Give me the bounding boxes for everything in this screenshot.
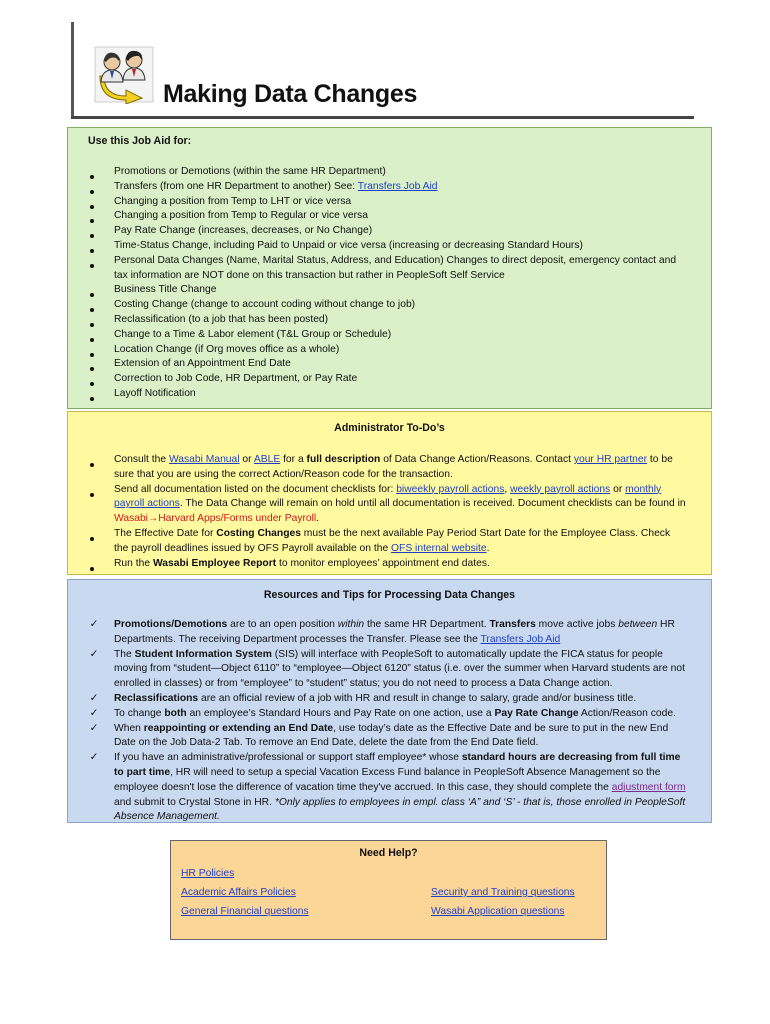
list-item: Run the Wasabi Employee Report to monitor employees’ appointment end dates. bbox=[86, 557, 687, 572]
list-item: Business Title Change bbox=[86, 283, 687, 298]
bullet-icon bbox=[90, 190, 94, 194]
biweekly-payroll-link[interactable]: biweekly payroll actions bbox=[396, 483, 505, 495]
list-item: ✓ The Student Information System (SIS) will interface with PeopleSoft to automatically update the FICA status for people moving from “student—Object 6110” to “employee—Object 6120” status (i.e. over the summer when Harvard students are not enrolled in classes) or from “employee” to “student” status; you do not need to process a Data Change action. bbox=[86, 648, 687, 692]
bullet-icon bbox=[90, 308, 94, 312]
admin-todo-heading: Administrator To-Do’s bbox=[334, 422, 445, 434]
admin-todo-list bbox=[86, 453, 687, 571]
bullet-icon bbox=[90, 353, 94, 357]
two-people-arrow-icon bbox=[94, 46, 156, 104]
checkmark-icon: ✓ bbox=[89, 722, 99, 734]
list-item: Change to a Time & Labor element (T&L Group or Schedule) bbox=[86, 328, 687, 343]
job-aid-list bbox=[86, 165, 687, 402]
need-help-section bbox=[170, 840, 607, 940]
list-item: Time-Status Change, including Paid to Unpaid or vice versa (increasing or decreasing Standard Hours) bbox=[86, 239, 687, 254]
adjustment-form-link[interactable]: adjustment form bbox=[611, 781, 686, 793]
list-item: Consult the Wasabi Manual or ABLE for a full description of Data Change Action/Reasons. Contact your HR partner to be sure that you are using the correct Action/Reason code for the transaction. bbox=[86, 453, 687, 483]
list-item: Promotions or Demotions (within the same HR Department) bbox=[86, 165, 687, 180]
list-item: Location Change (if Org moves office as a whole) bbox=[86, 343, 687, 358]
bullet-icon bbox=[90, 367, 94, 371]
list-item: ✓ When reappointing or extending an End Date, use today’s date as the Effective Date and be sure to put in the new End Date on the Job Data-2 Tab. To remove an End Date, delete the date from the End Date field. bbox=[86, 722, 687, 752]
transfers-job-aid-link[interactable]: Transfers Job Aid bbox=[480, 633, 561, 645]
resources-tips-section bbox=[67, 579, 712, 823]
wasabi-manual-link[interactable]: Wasabi Manual bbox=[168, 454, 240, 465]
list-item: Transfers (from one HR Department to another) See: Transfers Job Aid bbox=[86, 180, 687, 195]
checkmark-icon: ✓ bbox=[89, 692, 99, 704]
bullet-icon bbox=[90, 567, 94, 571]
bullet-icon bbox=[90, 219, 94, 223]
list-item: Correction to Job Code, HR Department, or Pay Rate bbox=[86, 372, 687, 387]
ofs-internal-website-link[interactable]: OFS internal website bbox=[391, 542, 487, 554]
list-item: Layoff Notification bbox=[86, 387, 687, 402]
checkmark-icon: ✓ bbox=[89, 752, 99, 764]
header-vertical-rule bbox=[71, 22, 74, 116]
bullet-icon bbox=[90, 264, 94, 268]
arrow-right-icon: → bbox=[147, 513, 159, 525]
able-link[interactable]: ABLE bbox=[253, 454, 281, 465]
bullet-icon bbox=[90, 382, 94, 386]
bullet-icon bbox=[90, 293, 94, 297]
list-item: ✓ Reclassifications are an official review of a job with HR and result in change to salary, grade and/or business title. bbox=[86, 692, 687, 707]
hr-partner-link[interactable]: your HR partner bbox=[573, 454, 648, 465]
resources-heading: Resources and Tips for Processing Data Changes bbox=[263, 589, 516, 601]
bullet-icon bbox=[90, 205, 94, 209]
list-item: Extension of an Appointment End Date bbox=[86, 357, 687, 372]
job-aid-heading: Use this Job Aid for: bbox=[88, 135, 192, 147]
general-financial-link[interactable]: General Financial questions bbox=[181, 906, 309, 917]
bullet-icon bbox=[90, 338, 94, 342]
need-help-heading: Need Help? bbox=[359, 847, 418, 859]
list-item: ✓ To change both an employee’s Standard Hours and Pay Rate on one action, use a Pay Rate Change Action/Reason code. bbox=[86, 707, 687, 722]
checkmark-icon: ✓ bbox=[89, 648, 99, 660]
job-aid-section bbox=[67, 127, 712, 409]
list-item: Costing Change (change to account coding without change to job) bbox=[86, 298, 687, 313]
list-item: ✓ Promotions/Demotions are to an open position within the same HR Department. Transfers move active jobs between HR Departments. The receiving Department processes the Transfer. Please see the Transfers Job Aid bbox=[86, 618, 687, 648]
wasabi-application-link[interactable]: Wasabi Application questions bbox=[431, 906, 565, 917]
admin-todo-section bbox=[67, 411, 712, 575]
bullet-icon bbox=[90, 397, 94, 401]
academic-affairs-policies-link[interactable]: Academic Affairs Policies bbox=[181, 887, 296, 898]
list-item: Personal Data Changes (Name, Marital Status, Address, and Education) Changes to direct deposit, emergency contact and tax information are NOT done on this transaction but rather in PeopleSoft Self Service bbox=[86, 254, 687, 284]
list-item: ✓ If you have an administrative/professional or support staff employee* whose standard hours are decreasing from full time to part time, HR will need to setup a special Vacation Excess Fund balance in PeopleSoft Absence Management so the employee doesn't lose the difference of vacation time they've accrued. In this case, they should complete the adjustment form and submit to Crystal Stone in HR. *Only applies to employees in empl. class ‘A” and ‘S’ - that is, those enrolled in PeopleSoft Absence Management. bbox=[86, 751, 687, 825]
list-item: Reclassification (to a job that has been posted) bbox=[86, 313, 687, 328]
weekly-payroll-link[interactable]: weekly payroll actions bbox=[510, 483, 611, 495]
header-horizontal-rule bbox=[71, 116, 694, 119]
checkmark-icon: ✓ bbox=[89, 707, 99, 719]
bullet-icon bbox=[90, 463, 94, 467]
hr-policies-link[interactable]: HR Policies bbox=[181, 868, 235, 879]
security-training-link[interactable]: Security and Training questions bbox=[431, 887, 575, 898]
list-item: Send all documentation listed on the document checklists for: biweekly payroll actions, weekly payroll actions or monthly payroll actions. The Data Change will remain on hold until all documentation is received. Document checklists can be found in Wasabi→Harvard Apps/Forms under Payroll. bbox=[86, 483, 687, 527]
bullet-icon bbox=[90, 493, 94, 497]
bullet-icon bbox=[90, 537, 94, 541]
help-links bbox=[181, 867, 596, 924]
checkmark-icon: ✓ bbox=[89, 619, 99, 630]
list-item: Changing a position from Temp to Regular or vice versa bbox=[86, 209, 687, 224]
bullet-icon bbox=[90, 175, 94, 179]
monthly-payroll-link[interactable]: monthly payroll actions bbox=[114, 483, 662, 510]
page-title: Making Data Changes bbox=[163, 80, 418, 108]
bullet-icon bbox=[90, 249, 94, 253]
list-item: Changing a position from Temp to LHT or vice versa bbox=[86, 195, 687, 210]
bullet-icon bbox=[90, 323, 94, 327]
transfers-job-aid-link[interactable]: Transfers Job Aid bbox=[357, 180, 438, 192]
list-item: Pay Rate Change (increases, decreases, or No Change) bbox=[86, 224, 687, 239]
list-item: The Effective Date for Costing Changes must be the next available Pay Period Start Date for the Employee Class. Check the payroll deadlines issued by OFS Payroll available on the OFS internal website. bbox=[86, 527, 687, 557]
bullet-icon bbox=[90, 234, 94, 238]
resources-list bbox=[86, 618, 687, 825]
